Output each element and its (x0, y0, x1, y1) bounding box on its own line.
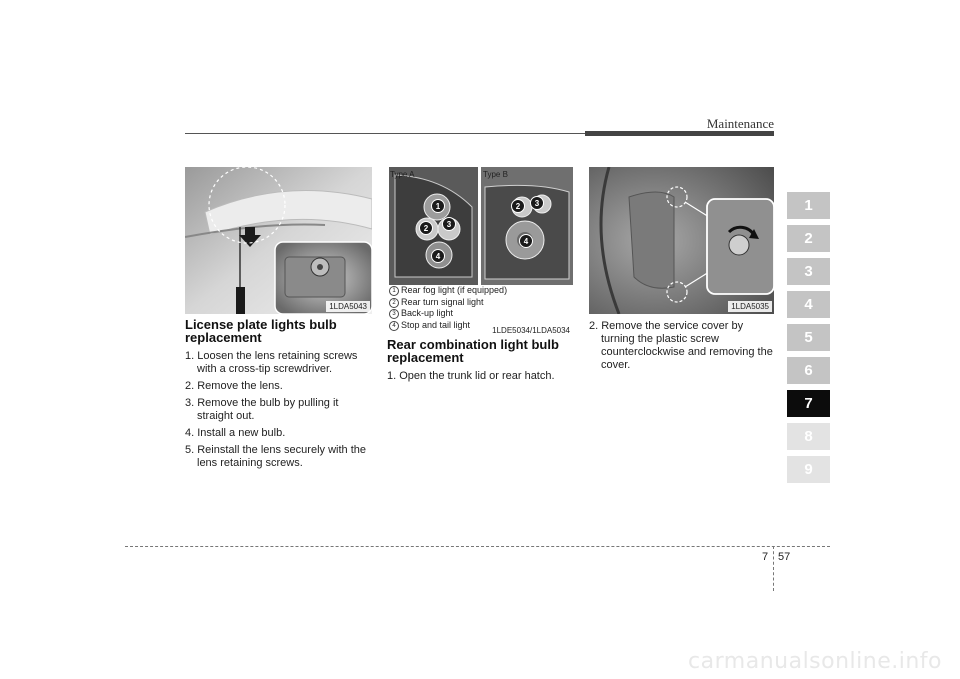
callout-list (389, 285, 507, 331)
step-list (185, 350, 373, 470)
step-item: 4. Install a new bulb. (185, 427, 286, 439)
callout-item: 1 Rear fog light (if equipped) (389, 285, 507, 297)
callout-badge-4: 4 (431, 249, 445, 263)
type-a-label: Type A (390, 170, 415, 179)
footer-divider (773, 546, 774, 591)
footer-page-number: 57 (778, 551, 791, 563)
section-title: Rear combination light bulb replacement (387, 337, 559, 365)
chapter-tab-5[interactable]: 5 (787, 324, 830, 351)
chapter-tab-7[interactable]: 7 (787, 390, 830, 417)
chapter-tab-9[interactable]: 9 (787, 456, 830, 483)
callout-badge-4b: 4 (519, 234, 533, 248)
header-title: Maintenance (706, 116, 774, 131)
chapter-tabs (787, 192, 830, 489)
header-bar (585, 131, 774, 136)
license-plate-illustration (185, 167, 372, 314)
header-rule (185, 133, 585, 134)
step-list (387, 370, 573, 383)
chapter-tab-1[interactable]: 1 (787, 192, 830, 219)
license-plate-light-figure (185, 167, 372, 314)
chapter-tab-2[interactable]: 2 (787, 225, 830, 252)
watermark: carmanualsonline.info (688, 649, 942, 674)
service-cover-figure (589, 167, 774, 314)
left-column-text (185, 318, 373, 474)
chapter-tab-4[interactable]: 4 (787, 291, 830, 318)
service-cover-illustration (589, 167, 774, 314)
callout-badge-2b: 2 (511, 199, 525, 213)
step-list (589, 320, 774, 372)
callout-badge-3: 3 (442, 217, 456, 231)
figure-code: 1LDA5035 (728, 301, 772, 312)
right-column-text (589, 320, 774, 376)
rear-combination-light-illustration (387, 167, 573, 285)
step-item: 5. Reinstall the lens securely with the lens retaining screws. (185, 444, 366, 469)
step-item: 2. Remove the service cover by turning the plastic screw counterclockwise and removing the cover. (589, 320, 773, 371)
callout-badge-2: 2 (419, 221, 433, 235)
figure-code: 1LDA5043 (326, 301, 370, 312)
footer-chapter-number: 7 (762, 551, 769, 563)
middle-column-text (387, 338, 573, 387)
step-item: 1. Loosen the lens retaining screws with a cross-tip screwdriver. (185, 350, 358, 375)
callout-badge-1: 1 (431, 199, 445, 213)
callout-badge-3b: 3 (530, 196, 544, 210)
step-item: 1. Open the trunk lid or rear hatch. (387, 370, 555, 382)
callout-item: 4 Stop and tail light (389, 320, 507, 332)
chapter-tab-8[interactable]: 8 (787, 423, 830, 450)
type-b-label: Type B (483, 170, 508, 179)
callout-item: 2 Rear turn signal light (389, 297, 507, 309)
chapter-tab-3[interactable]: 3 (787, 258, 830, 285)
footer-rule (125, 546, 830, 547)
section-title: License plate lights bulb replacement (185, 317, 337, 345)
callout-item: 3 Back-up light (389, 308, 507, 320)
chapter-tab-6[interactable]: 6 (787, 357, 830, 384)
figure-code: 1LDE5034/1LDA5034 (492, 326, 570, 335)
step-item: 3. Remove the bulb by pulling it straight out. (185, 397, 339, 422)
step-item: 2. Remove the lens. (185, 380, 283, 392)
